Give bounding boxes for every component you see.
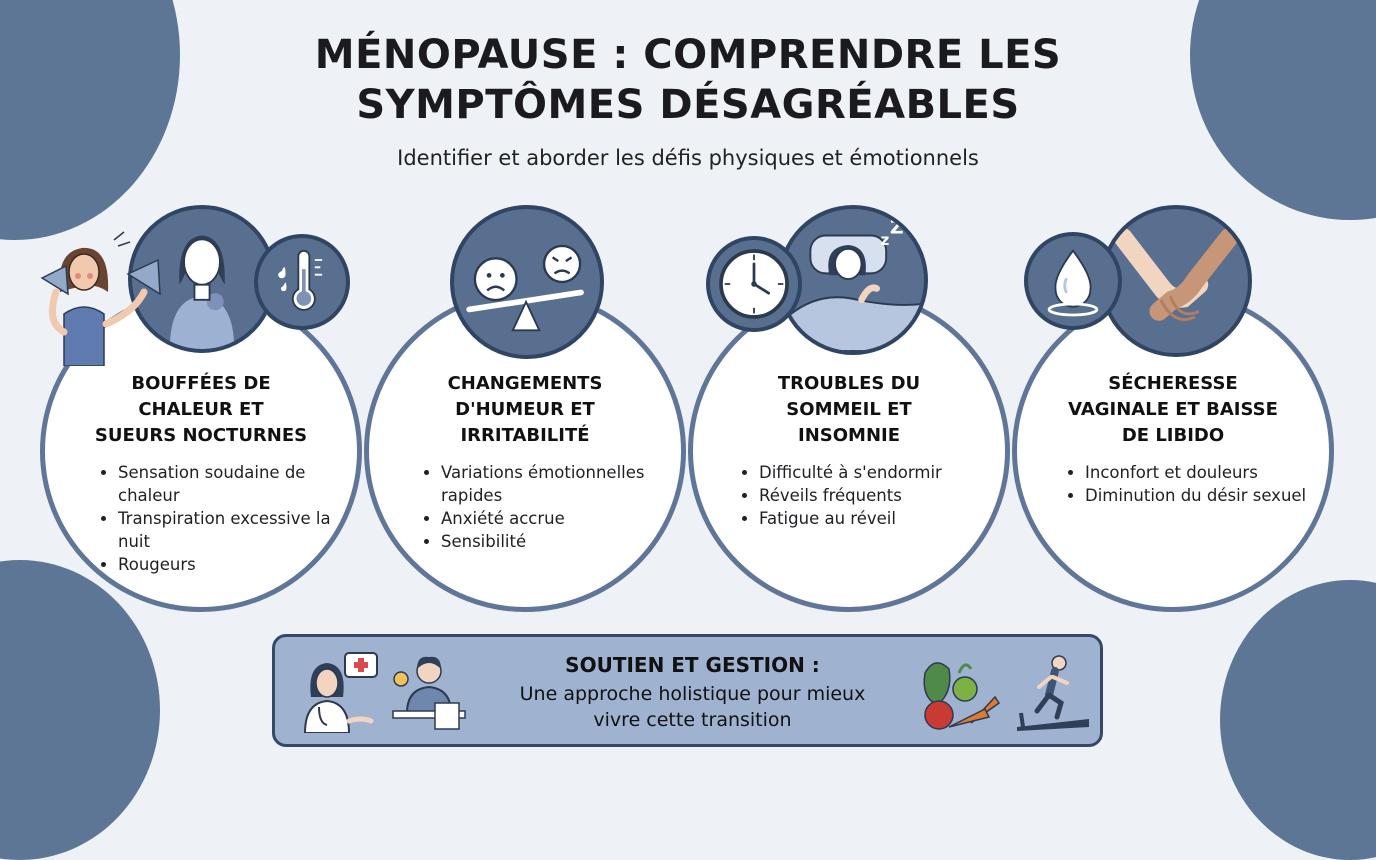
list-item: • Diminution du désir sexuel xyxy=(1085,484,1315,507)
list-item: • Réveils fréquents xyxy=(759,484,1009,507)
woman-fanning-icon xyxy=(38,222,166,366)
title-line-2: SYMPTÔMES DÉSAGRÉABLES xyxy=(356,82,1020,128)
mood-balance-icon xyxy=(450,205,604,359)
page-title xyxy=(0,30,1376,130)
holding-hands-icon xyxy=(1100,205,1252,357)
svg-text:Z: Z xyxy=(889,216,904,239)
list-item: • Fatigue au réveil xyxy=(759,507,1009,530)
list-item: • Sensation soudaine de chaleur xyxy=(118,461,366,507)
support-text: Une approche holistique pour mieux vivre cette transition xyxy=(519,683,866,731)
card-title-libido: SÉCHERESSE VAGINALE ET BAISSE DE LIBIDO xyxy=(1068,373,1278,446)
title-line-1: MÉNOPAUSE : COMPRENDRE LES xyxy=(314,32,1062,78)
list-item: • Variations émotionnelles rapides xyxy=(441,461,681,507)
svg-text:z: z xyxy=(880,230,890,249)
list-item: • Anxiété accrue xyxy=(441,507,681,530)
corner-blob-bottom-right xyxy=(1220,580,1376,860)
list-item: • Difficulté à s'endormir xyxy=(759,461,1009,484)
card-list-hot-flashes xyxy=(98,461,366,576)
list-item: • Transpiration excessive la nuit xyxy=(118,507,366,553)
running-icon xyxy=(1011,651,1093,733)
card-list-sleep xyxy=(739,461,1009,530)
thermometer-icon xyxy=(254,234,350,330)
doctor-icon xyxy=(297,651,381,733)
card-title-sleep: TROUBLES DU SOMMEIL ET INSOMNIE xyxy=(777,373,921,446)
vegetables-icon xyxy=(919,653,1003,733)
list-item: • Sensibilité xyxy=(441,530,681,553)
list-item: • Inconfort et douleurs xyxy=(1085,461,1315,484)
card-list-mood xyxy=(421,461,681,553)
support-box xyxy=(272,634,1103,747)
corner-blob-bottom-left xyxy=(0,560,160,860)
list-item: • Rougeurs xyxy=(118,553,366,576)
card-list-libido xyxy=(1065,461,1315,507)
card-title-hot-flashes: BOUFFÉES DE CHALEUR ET SUEURS NOCTURNES xyxy=(94,373,308,446)
card-title-mood: CHANGEMENTS D'HUMEUR ET IRRITABILITÉ xyxy=(447,373,603,446)
water-drop-icon xyxy=(1024,232,1122,330)
support-title: SOUTIEN ET GESTION : xyxy=(565,653,820,677)
clock-icon xyxy=(706,236,802,332)
page-subtitle: Identifier et aborder les défis physiques et émotionnels xyxy=(397,146,979,170)
